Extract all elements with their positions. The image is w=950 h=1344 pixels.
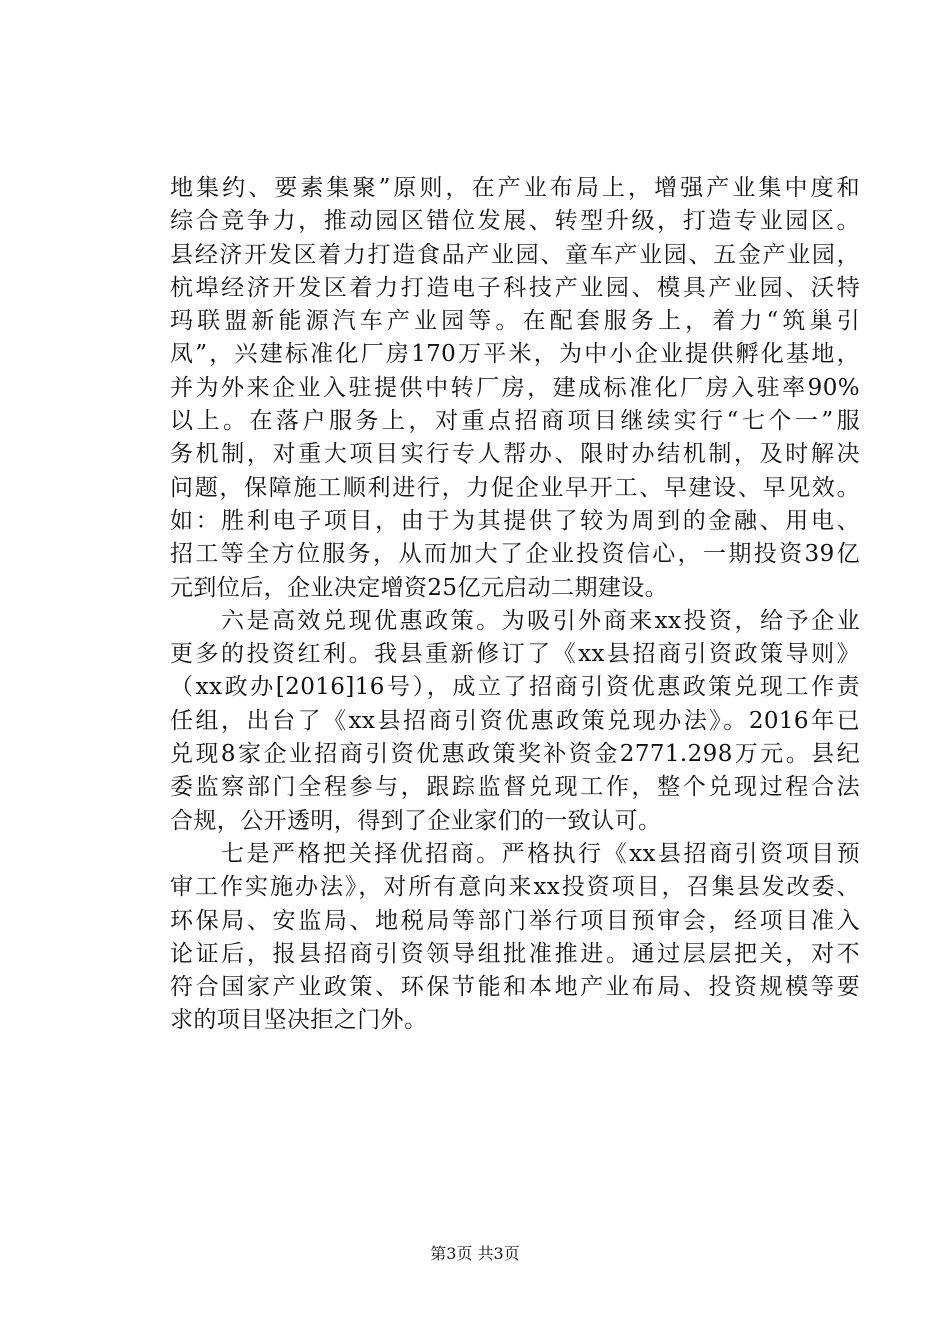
text-line: 务机制，对重大项目实行专人帮办、限时办结机制，及时解决 (170, 441, 860, 468)
text-line: 更多的投资红利。我县重新修订了《xx县招商引资政策导则》 (170, 641, 860, 668)
text-line: 以上。在落户服务上，对重点招商项目继续实行“七个一”服 (170, 408, 860, 435)
document-body (170, 172, 860, 1038)
text-line: 问题，保障施工顺利进行，力促企业早开工、早建设、早见效。 (170, 474, 860, 501)
text-line: 并为外来企业入驻提供中转厂房，建成标准化厂房入驻率90% (170, 374, 860, 401)
text-line: 委监察部门全程参与，跟踪监督兑现工作，整个兑现过程合法 (170, 774, 860, 801)
text-line: 地集约、要素集聚”原则，在产业布局上，增强产业集中度和 (170, 175, 860, 201)
text-line: 元到位后，企业决定增资25亿元启动二期建设。 (170, 574, 669, 601)
text-line: 凤”，兴建标准化厂房170万平米，为中小企业提供孵化基地， (170, 341, 860, 368)
text-line: 招工等全方位服务，从而加大了企业投资信心，一期投资39亿 (170, 541, 860, 568)
text-line: 任组，出台了《xx县招商引资优惠政策兑现办法》。2016年已 (170, 707, 860, 734)
text-line: 求的项目坚决拒之门外。 (170, 1007, 428, 1034)
text-line: 如：胜利电子项目，由于为其提供了较为周到的金融、用电、 (170, 507, 860, 534)
text-line: 审工作实施办法》，对所有意向来xx投资项目，召集县发改委、 (170, 874, 860, 901)
text-line: 县经济开发区着力打造食品产业园、童车产业园、五金产业园， (170, 241, 860, 268)
text-line: 玛联盟新能源汽车产业园等。在配套服务上，着力“筑巢引 (170, 308, 860, 335)
text-line: 兑现8家企业招商引资优惠政策奖补资金2771.298万元。县纪 (170, 741, 860, 768)
text-line: （xx政办[2016]16号），成立了招商引资优惠政策兑现工作责 (170, 674, 860, 701)
text-line: 论证后，报县招商引资领导组批准推进。通过层层把关，对不 (170, 940, 860, 967)
page-footer: 第3页 共3页 (430, 1244, 520, 1263)
text-line: 综合竞争力，推动园区错位发展、转型升级，打造专业园区。 (170, 208, 860, 235)
text-line: 七是严格把关择优招商。严格执行《xx县招商引资项目预 (170, 840, 860, 867)
text-line: 合规，公开透明，得到了企业家们的一致认可。 (170, 807, 662, 834)
text-line: 杭埠经济开发区着力打造电子科技产业园、模具产业园、沃特 (170, 274, 860, 301)
text-line: 六是高效兑现优惠政策。为吸引外商来xx投资，给予企业 (170, 607, 860, 634)
text-line: 环保局、安监局、地税局等部门举行项目预审会，经项目准入 (170, 907, 860, 934)
text-line: 符合国家产业政策、环保节能和本地产业布局、投资规模等要 (170, 974, 860, 1001)
